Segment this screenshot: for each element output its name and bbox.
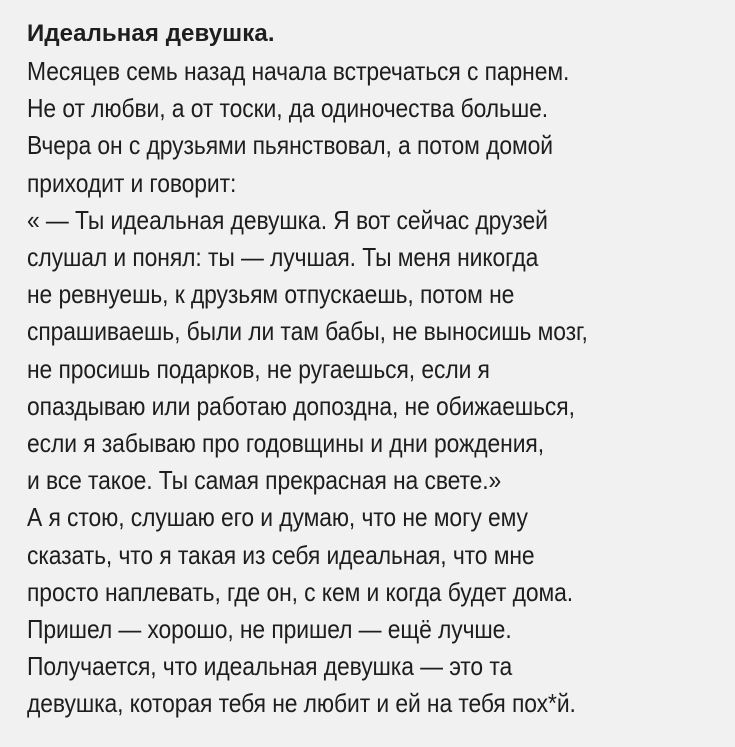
story-line: слушал и понял: ты — лучшая. Ты меня никогда: [27, 242, 539, 273]
story-line: сказать, что я такая из себя идеальная, что мне: [27, 539, 535, 570]
story-line: « — Ты идеальная девушка. Я вот сейчас друзей: [27, 204, 548, 235]
story-line: Получается, что идеальная девушка — это та: [27, 651, 513, 682]
story-line: если я забываю про годовщины и дни рождения,: [27, 428, 544, 459]
story-line: Вчера он с друзьями пьянствовал, а потом домой: [27, 130, 553, 161]
story-title: Идеальная девушка.: [27, 20, 275, 47]
story-line: девушка, которая тебя не любит и ей на тебя пох*й.: [27, 688, 576, 719]
story-line: А я стою, слушаю его и думаю, что не могу ему: [27, 502, 528, 533]
story-line: не ревнуешь, к друзьям отпускаешь, потом не: [27, 279, 515, 310]
story-line: приходит и говорит:: [27, 167, 237, 198]
story-body: [27, 53, 715, 723]
story-line: спрашиваешь, были ли там бабы, не выносишь мозг,: [27, 316, 588, 347]
story-line: Пришел — хорошо, не пришел — ещё лучше.: [27, 614, 512, 645]
story-line: опаздываю или работаю допоздна, не обижаешься,: [27, 390, 575, 421]
story-line: не просишь подарков, не ругаешься, если я: [27, 353, 490, 384]
story-line: и все такое. Ты самая прекрасная на свете.»: [27, 465, 502, 496]
story-line: просто наплевать, где он, с кем и когда будет дома.: [27, 576, 574, 607]
story-line: Не от любви, а от тоски, да одиночества больше.: [27, 93, 549, 124]
story-line: Месяцев семь назад начала встречаться с парнем.: [27, 56, 570, 86]
